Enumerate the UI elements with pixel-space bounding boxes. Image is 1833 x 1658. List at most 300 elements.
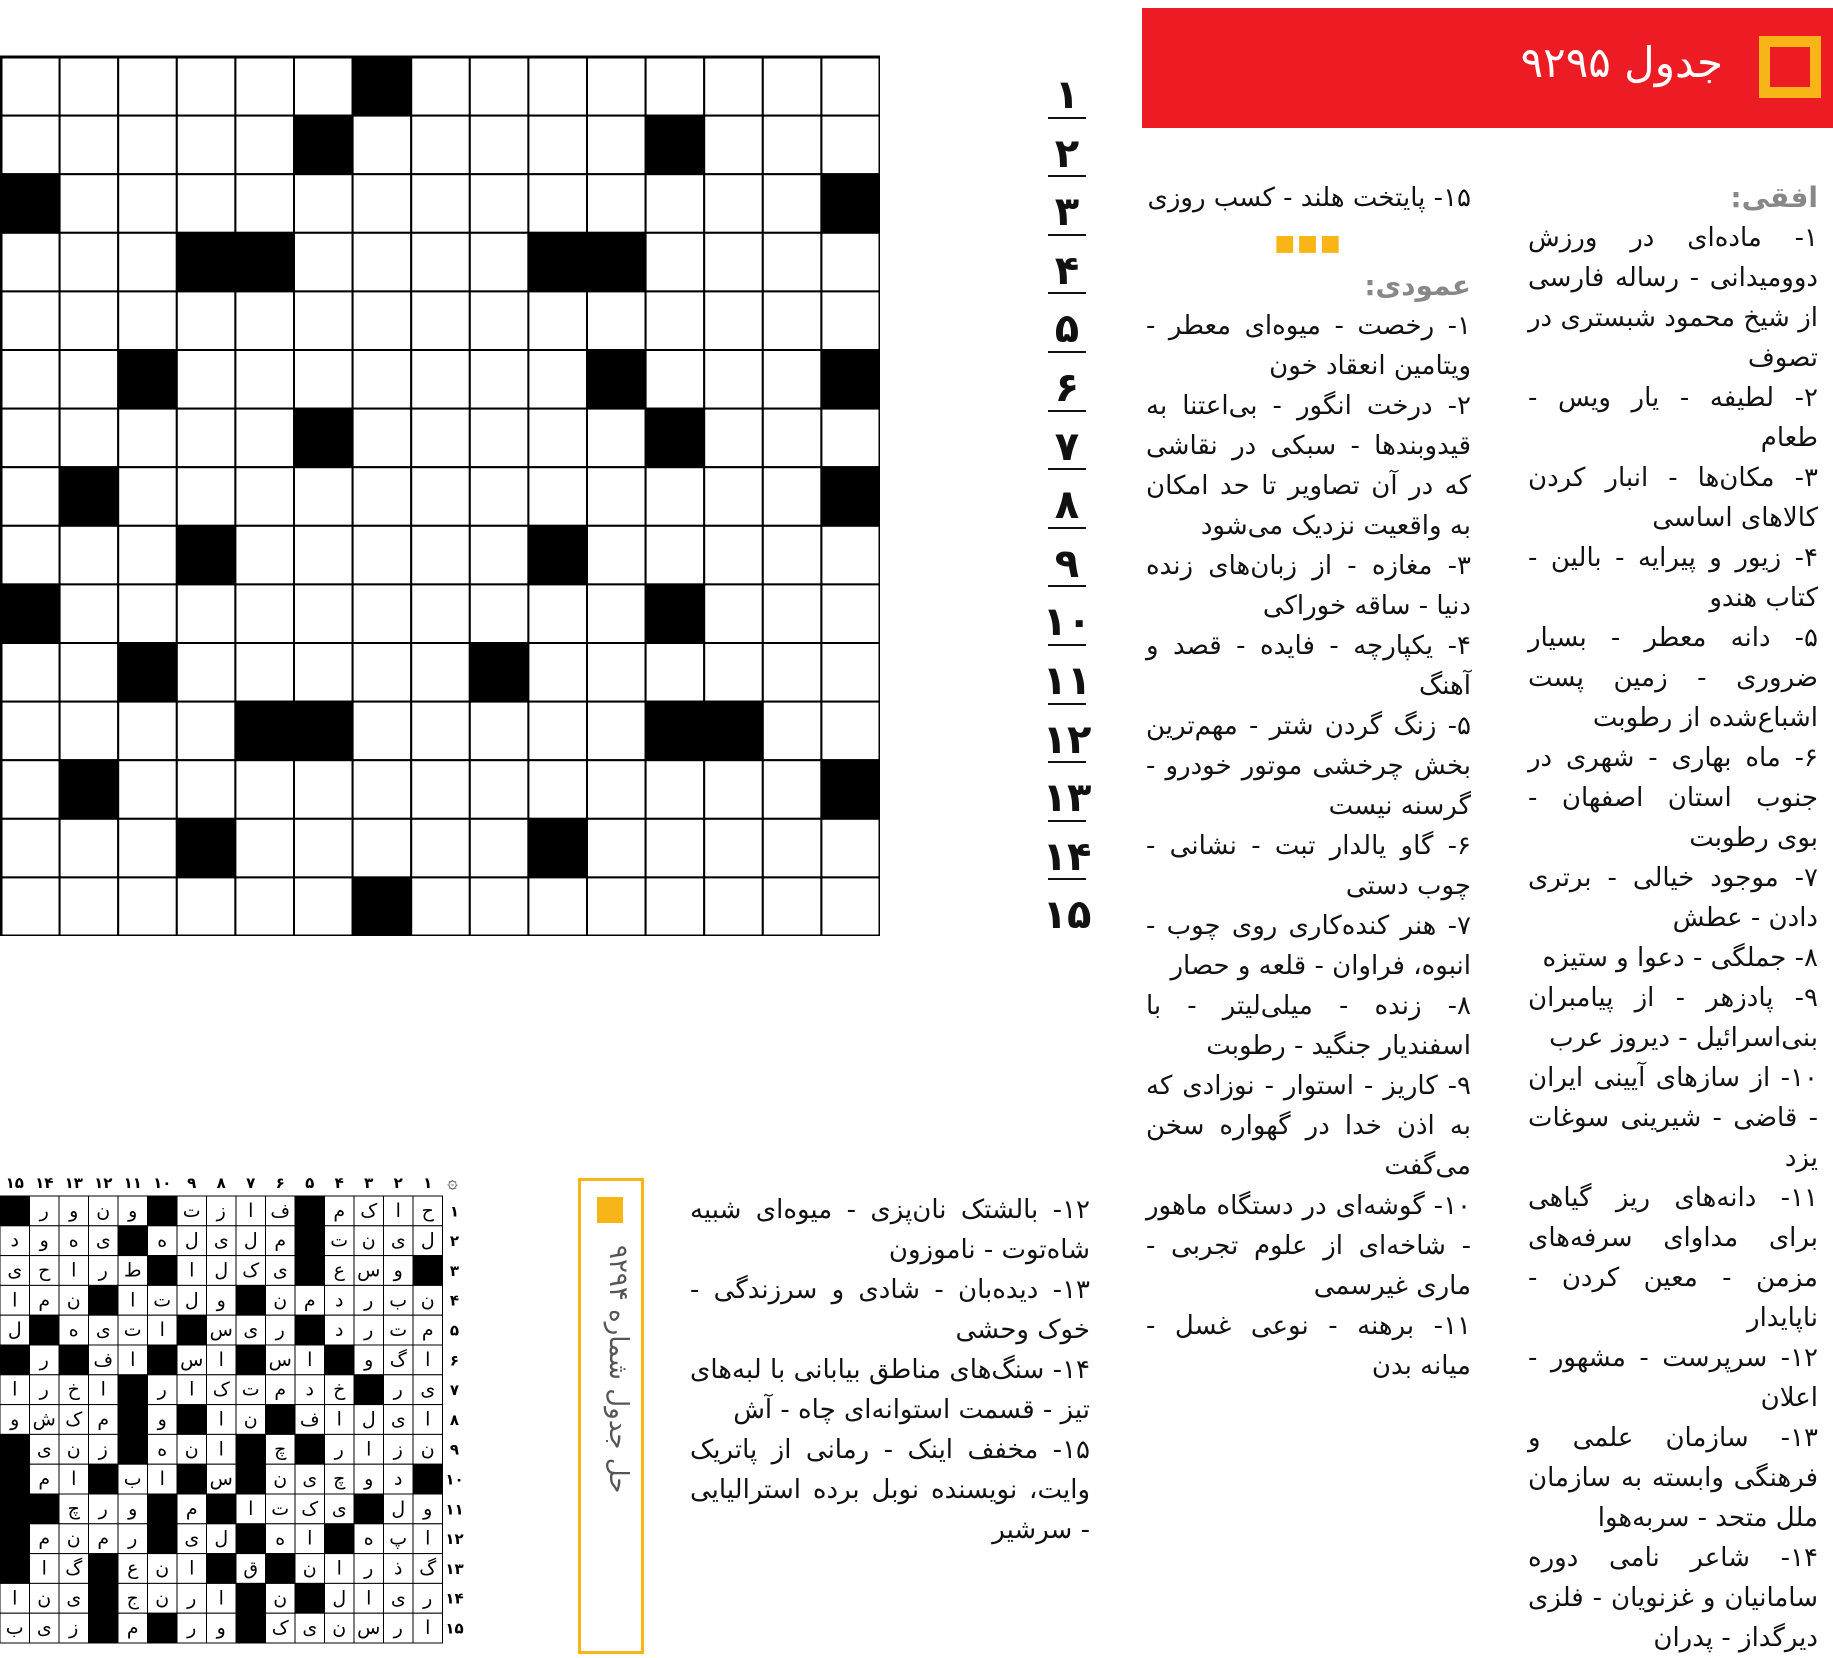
grid-cell[interactable] — [1, 57, 60, 116]
grid-cell[interactable] — [118, 526, 177, 585]
grid-cell[interactable] — [763, 584, 822, 643]
puzzle-header — [1142, 8, 1833, 128]
grid-cell[interactable] — [528, 116, 587, 175]
grid-cell[interactable] — [704, 643, 763, 702]
grid-cell[interactable] — [763, 877, 822, 936]
grid-cell[interactable] — [60, 57, 119, 116]
grid-cell[interactable] — [60, 174, 119, 233]
grid-cell[interactable] — [60, 233, 119, 292]
grid-cell[interactable] — [1, 233, 60, 292]
grid-cell[interactable] — [646, 467, 705, 526]
grid-cell[interactable] — [763, 291, 822, 350]
solution-letter: ک — [301, 1497, 319, 1520]
clue-item: ۶- گاو یالدار تبت - نشانی - چوب دستی — [1146, 831, 1471, 901]
solution-letter: ک — [212, 1378, 230, 1401]
solution-black-cell — [236, 1524, 266, 1554]
solution-letter: ه — [157, 1438, 168, 1461]
grid-cell[interactable] — [704, 233, 763, 292]
grid-cell[interactable] — [470, 760, 529, 819]
black-cell — [646, 702, 705, 761]
solution-letter: ر — [98, 1497, 108, 1520]
grid-cell[interactable] — [353, 409, 412, 468]
grid-cell[interactable] — [411, 643, 470, 702]
grid-cell[interactable] — [235, 526, 294, 585]
grid-cell[interactable] — [235, 819, 294, 878]
grid-cell[interactable] — [704, 526, 763, 585]
row-number: ۴ — [1054, 247, 1080, 294]
solution-letter: د — [394, 1468, 403, 1491]
grid-cell[interactable] — [763, 819, 822, 878]
grid-cell[interactable] — [587, 116, 646, 175]
grid-cell[interactable] — [411, 526, 470, 585]
grid-cell[interactable] — [411, 702, 470, 761]
solution-letter: م — [38, 1527, 51, 1550]
grid-cell[interactable] — [528, 584, 587, 643]
grid-cell[interactable] — [177, 174, 236, 233]
grid-cell[interactable] — [470, 350, 529, 409]
grid-cell[interactable] — [1, 467, 60, 526]
grid-cell[interactable] — [177, 57, 236, 116]
grid-cell[interactable] — [353, 233, 412, 292]
grid-cell[interactable] — [235, 57, 294, 116]
grid-cell[interactable] — [587, 643, 646, 702]
grid-cell[interactable] — [528, 760, 587, 819]
solution-letter: ی — [272, 1259, 288, 1282]
grid-cell[interactable] — [235, 760, 294, 819]
solution-letter: ن — [184, 1438, 199, 1461]
grid-cell[interactable] — [704, 584, 763, 643]
grid-cell[interactable] — [1, 819, 60, 878]
black-cell — [353, 877, 412, 936]
grid-cell[interactable] — [177, 877, 236, 936]
grid-cell[interactable] — [294, 584, 353, 643]
grid-cell[interactable] — [1, 409, 60, 468]
solution-letter: ا — [307, 1527, 313, 1550]
grid-cell[interactable] — [353, 467, 412, 526]
solution-letter: ا — [189, 1378, 195, 1401]
solution-black-cell — [413, 1256, 443, 1286]
grid-cell[interactable] — [1, 877, 60, 936]
grid-cell[interactable] — [646, 350, 705, 409]
grid-cell[interactable] — [353, 116, 412, 175]
solution-letter: خ — [67, 1378, 80, 1401]
solution-letter: ی — [36, 1617, 52, 1640]
solution-black-cell — [325, 1345, 355, 1375]
grid-cell[interactable] — [294, 643, 353, 702]
grid-cell[interactable] — [470, 702, 529, 761]
grid-cell[interactable] — [587, 819, 646, 878]
grid-cell[interactable] — [587, 174, 646, 233]
solution-letter: ا — [12, 1289, 18, 1312]
grid-cell[interactable] — [528, 291, 587, 350]
solution-black-cell — [89, 1554, 119, 1584]
grid-cell[interactable] — [235, 174, 294, 233]
grid-cell[interactable] — [704, 467, 763, 526]
grid-cell[interactable] — [118, 584, 177, 643]
grid-cell[interactable] — [646, 291, 705, 350]
grid-cell[interactable] — [60, 643, 119, 702]
solution-letter: ت — [271, 1497, 290, 1520]
solution-letter: ت — [389, 1319, 408, 1342]
solution-black-cell — [236, 1434, 266, 1464]
solution-letter: ع — [127, 1557, 139, 1580]
grid-cell[interactable] — [1, 116, 60, 175]
solution-grid — [0, 1168, 540, 1657]
solution-letter: ا — [130, 1289, 136, 1312]
grid-cell[interactable] — [60, 350, 119, 409]
grid-cell[interactable] — [294, 233, 353, 292]
solution-letter: ی — [184, 1527, 200, 1550]
solution-letter: ی — [213, 1229, 229, 1252]
solution-letter: ز — [98, 1438, 108, 1461]
grid-cell[interactable] — [763, 174, 822, 233]
grid-cell[interactable] — [60, 877, 119, 936]
grid-cell[interactable] — [646, 819, 705, 878]
solution-letter: ب — [389, 1289, 408, 1312]
grid-cell[interactable] — [294, 291, 353, 350]
grid-cell[interactable] — [704, 877, 763, 936]
grid-cell[interactable] — [704, 174, 763, 233]
grid-cell[interactable] — [60, 702, 119, 761]
solution-letter: ا — [130, 1348, 136, 1371]
grid-cell[interactable] — [704, 819, 763, 878]
grid-cell[interactable] — [528, 467, 587, 526]
black-cell — [821, 350, 880, 409]
grid-cell[interactable] — [763, 233, 822, 292]
grid-cell[interactable] — [118, 174, 177, 233]
grid-cell[interactable] — [60, 584, 119, 643]
grid-cell[interactable] — [1, 350, 60, 409]
grid-cell[interactable] — [353, 702, 412, 761]
grid-cell[interactable] — [528, 702, 587, 761]
grid-cell[interactable] — [411, 291, 470, 350]
grid-cell[interactable] — [294, 467, 353, 526]
grid-cell[interactable] — [821, 702, 880, 761]
grid-cell[interactable] — [704, 291, 763, 350]
solution-black-cell — [236, 1583, 266, 1613]
grid-cell[interactable] — [528, 409, 587, 468]
grid-cell[interactable] — [235, 467, 294, 526]
solution-black-cell — [0, 1196, 30, 1226]
grid-cell[interactable] — [646, 643, 705, 702]
solution-col-number: ۸ — [216, 1174, 226, 1192]
grid-cell[interactable] — [704, 116, 763, 175]
grid-cell[interactable] — [821, 819, 880, 878]
grid-cell[interactable] — [470, 877, 529, 936]
grid-cell[interactable] — [411, 877, 470, 936]
grid-cell[interactable] — [470, 116, 529, 175]
grid-cell[interactable] — [353, 291, 412, 350]
grid-cell[interactable] — [177, 291, 236, 350]
grid-cell[interactable] — [411, 350, 470, 409]
solution-letter: ر — [393, 1617, 403, 1640]
solution-letter: ل — [420, 1229, 435, 1252]
solution-letter: چ — [274, 1438, 287, 1461]
row-number: ۸ — [1054, 482, 1080, 529]
solution-letter: ن — [273, 1289, 288, 1312]
grid-cell[interactable] — [177, 409, 236, 468]
row-number: ۵ — [1054, 306, 1080, 353]
row-number: ۶ — [1054, 365, 1080, 411]
grid-cell[interactable] — [353, 584, 412, 643]
grid-cell[interactable] — [118, 57, 177, 116]
grid-cell[interactable] — [470, 233, 529, 292]
grid-cell[interactable] — [118, 291, 177, 350]
grid-cell[interactable] — [1, 760, 60, 819]
grid-cell[interactable] — [704, 57, 763, 116]
grid-cell[interactable] — [470, 57, 529, 116]
solution-letter: ی — [331, 1497, 347, 1520]
grid-cell[interactable] — [294, 174, 353, 233]
grid-cell[interactable] — [528, 350, 587, 409]
grid-cell[interactable] — [763, 116, 822, 175]
grid-cell[interactable] — [470, 467, 529, 526]
black-cell — [235, 233, 294, 292]
grid-cell[interactable] — [1, 643, 60, 702]
solution-letter: ه — [68, 1229, 79, 1252]
grid-cell[interactable] — [763, 350, 822, 409]
grid-cell[interactable] — [646, 877, 705, 936]
grid-cell[interactable] — [646, 526, 705, 585]
grid-cell[interactable] — [587, 409, 646, 468]
solution-black-cell — [30, 1494, 60, 1524]
solution-letter: ر — [393, 1378, 403, 1401]
grid-cell[interactable] — [470, 291, 529, 350]
grid-cell[interactable] — [1, 526, 60, 585]
grid-cell[interactable] — [118, 760, 177, 819]
grid-cell[interactable] — [528, 57, 587, 116]
grid-cell[interactable] — [821, 584, 880, 643]
grid-cell[interactable] — [821, 57, 880, 116]
grid-cell[interactable] — [294, 819, 353, 878]
grid-cell[interactable] — [587, 584, 646, 643]
solution-letter: ت — [330, 1229, 349, 1252]
grid-cell[interactable] — [294, 877, 353, 936]
grid-cell[interactable] — [587, 467, 646, 526]
solution-letter: ی — [302, 1617, 318, 1640]
solution-col-number: ۴ — [334, 1174, 344, 1192]
solution-letter: گ — [419, 1557, 437, 1580]
grid-cell[interactable] — [587, 526, 646, 585]
grid-cell[interactable] — [821, 643, 880, 702]
black-cell — [118, 350, 177, 409]
grid-cell[interactable] — [353, 819, 412, 878]
solution-letter: س — [209, 1468, 233, 1491]
solution-black-cell — [236, 1345, 266, 1375]
grid-cell[interactable] — [821, 526, 880, 585]
solution-letter: س — [180, 1348, 204, 1371]
grid-cell[interactable] — [470, 174, 529, 233]
clue-item: ۸- زنده - میلی‌لیتر - با اسفندیار جنگید - رطوبت — [1146, 991, 1471, 1061]
grid-cell[interactable] — [118, 702, 177, 761]
black-cell — [646, 116, 705, 175]
grid-cell[interactable] — [235, 877, 294, 936]
grid-cell[interactable] — [177, 643, 236, 702]
grid-cell[interactable] — [646, 233, 705, 292]
grid-cell[interactable] — [118, 116, 177, 175]
grid-cell[interactable] — [118, 877, 177, 936]
grid-cell[interactable] — [763, 467, 822, 526]
solution-letter: ک — [271, 1617, 289, 1640]
grid-cell[interactable] — [177, 760, 236, 819]
grid-cell[interactable] — [411, 467, 470, 526]
solution-black-cell — [59, 1345, 89, 1375]
grid-cell[interactable] — [411, 409, 470, 468]
grid-cell[interactable] — [353, 174, 412, 233]
grid-cell[interactable] — [118, 409, 177, 468]
grid-cell[interactable] — [470, 526, 529, 585]
solution-letter: م — [333, 1199, 346, 1222]
grid-cell[interactable] — [60, 291, 119, 350]
grid-cell[interactable] — [294, 760, 353, 819]
grid-cell[interactable] — [411, 233, 470, 292]
grid-cell[interactable] — [411, 819, 470, 878]
grid-cell[interactable] — [528, 643, 587, 702]
solution-black-cell — [0, 1464, 30, 1494]
grid-cell[interactable] — [353, 526, 412, 585]
grid-cell[interactable] — [294, 350, 353, 409]
grid-cell[interactable] — [821, 877, 880, 936]
grid-cell[interactable] — [235, 409, 294, 468]
grid-cell[interactable] — [763, 643, 822, 702]
grid-cell[interactable] — [528, 877, 587, 936]
solution-letter: ی — [95, 1229, 111, 1252]
row-number: ۱ — [1054, 72, 1080, 118]
grid-cell[interactable] — [646, 57, 705, 116]
grid-cell[interactable] — [763, 760, 822, 819]
solution-letter: ی — [390, 1229, 406, 1252]
solution-label-box — [578, 1178, 644, 1654]
solution-letter: ح — [421, 1199, 434, 1222]
solution-letter: ج — [126, 1587, 139, 1610]
grid-cell[interactable] — [353, 760, 412, 819]
grid-cell[interactable] — [235, 584, 294, 643]
grid-cell[interactable] — [821, 233, 880, 292]
grid-cell[interactable] — [821, 116, 880, 175]
grid-cell[interactable] — [470, 409, 529, 468]
grid-cell[interactable] — [118, 233, 177, 292]
solution-black-cell — [295, 1583, 325, 1613]
solution-letter: ن — [243, 1408, 258, 1431]
black-cell — [587, 350, 646, 409]
grid-cell[interactable] — [587, 877, 646, 936]
grid-cell[interactable] — [235, 643, 294, 702]
grid-cell[interactable] — [411, 57, 470, 116]
grid-cell[interactable] — [177, 467, 236, 526]
black-cell — [587, 233, 646, 292]
grid-cell[interactable] — [235, 291, 294, 350]
clue-column-left — [690, 1190, 1090, 1550]
grid-cell[interactable] — [60, 409, 119, 468]
solution-letter: و — [128, 1199, 138, 1222]
grid-cell[interactable] — [1, 291, 60, 350]
grid-cell[interactable] — [470, 584, 529, 643]
grid-cell[interactable] — [118, 467, 177, 526]
grid-cell[interactable] — [646, 760, 705, 819]
grid-cell[interactable] — [235, 350, 294, 409]
grid-cell[interactable] — [60, 116, 119, 175]
grid-cell[interactable] — [1, 702, 60, 761]
grid-cell[interactable] — [353, 350, 412, 409]
solution-col-number: ۱ — [423, 1174, 433, 1192]
solution-letter: ب — [123, 1468, 142, 1491]
solution-letter: خ — [333, 1378, 346, 1401]
grid-cell[interactable] — [411, 584, 470, 643]
grid-cell[interactable] — [411, 174, 470, 233]
solution-col-number: ۱۱ — [123, 1174, 142, 1192]
grid-cell[interactable] — [821, 409, 880, 468]
grid-cell[interactable] — [587, 291, 646, 350]
grid-cell[interactable] — [177, 116, 236, 175]
clue-item: ۲- لطیفه - یار ویس - طعام — [1528, 383, 1818, 453]
clue-item: ۱۳- سازمان علمی و فرهنگی وابسته به سازمان ملل متحد - سربه‌هوا — [1528, 1423, 1818, 1533]
grid-cell[interactable] — [353, 643, 412, 702]
solution-letter: گ — [389, 1348, 407, 1371]
grid-cell[interactable] — [763, 702, 822, 761]
puzzle-title: جدول ۹۲۹۵ — [1520, 38, 1723, 87]
grid-cell[interactable] — [294, 526, 353, 585]
grid-cell[interactable] — [587, 702, 646, 761]
grid-cell[interactable] — [821, 291, 880, 350]
solution-letter: و — [216, 1289, 226, 1312]
solution-black-cell — [89, 1583, 119, 1613]
grid-cell[interactable] — [60, 819, 119, 878]
grid-cell[interactable] — [528, 174, 587, 233]
grid-cell[interactable] — [704, 409, 763, 468]
grid-cell[interactable] — [411, 116, 470, 175]
across-clues — [1528, 178, 1818, 1658]
grid-cell[interactable] — [411, 760, 470, 819]
grid-cell[interactable] — [704, 350, 763, 409]
solution-letter: ن — [96, 1199, 111, 1222]
solution-letter: م — [421, 1319, 434, 1342]
black-cell — [821, 174, 880, 233]
solution-letter: ن — [155, 1587, 170, 1610]
grid-cell[interactable] — [763, 526, 822, 585]
black-cell — [60, 467, 119, 526]
solution-black-cell — [148, 1524, 178, 1554]
grid-cell[interactable] — [177, 350, 236, 409]
solution-letter: ا — [218, 1348, 224, 1371]
solution-letter: ل — [7, 1319, 22, 1342]
black-cell — [821, 760, 880, 819]
grid-cell[interactable] — [118, 819, 177, 878]
grid-cell[interactable] — [763, 57, 822, 116]
grid-cell[interactable] — [646, 174, 705, 233]
row-number: ۱۱ — [1042, 658, 1092, 704]
solution-letter: ف — [93, 1348, 114, 1371]
grid-cell[interactable] — [587, 57, 646, 116]
black-cell — [353, 57, 412, 116]
black-cell — [646, 409, 705, 468]
solution-letter: ا — [395, 1199, 401, 1222]
solution-letter: ن — [66, 1527, 81, 1550]
grid-cell[interactable] — [60, 526, 119, 585]
grid-cell[interactable] — [177, 702, 236, 761]
solution-letter: ا — [336, 1557, 342, 1580]
solution-letter: ف — [270, 1199, 291, 1222]
solution-black-cell — [0, 1494, 30, 1524]
solution-letter: ا — [71, 1259, 77, 1282]
grid-cell[interactable] — [235, 116, 294, 175]
grid-cell[interactable] — [704, 760, 763, 819]
grid-cell[interactable] — [587, 760, 646, 819]
grid-cell[interactable] — [470, 819, 529, 878]
grid-cell[interactable] — [177, 584, 236, 643]
grid-cell[interactable] — [294, 57, 353, 116]
solution-letter: ا — [159, 1468, 165, 1491]
grid-cell[interactable] — [763, 409, 822, 468]
